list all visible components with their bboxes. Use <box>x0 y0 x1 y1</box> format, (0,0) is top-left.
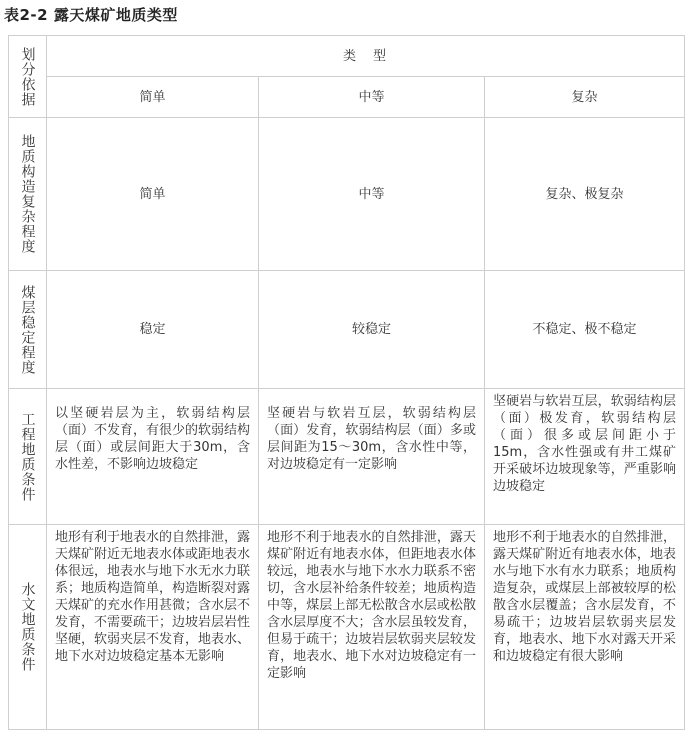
table-row <box>9 271 685 389</box>
cell-simple: 稳定 <box>47 271 259 389</box>
cell-simple <box>47 525 259 730</box>
header-row-type <box>9 36 685 77</box>
row-label-cell <box>9 389 47 525</box>
cell-text: 坚硬岩与软岩互层，软弱结构层（面）极发育，软弱结构层（面）很多或层间距小于15m，含水性强或有井工煤矿开采破坏边坡现象等，严重影响边坡稳定 <box>493 394 677 494</box>
cell-complex <box>485 525 685 730</box>
cell-complex: 复杂、极复杂 <box>485 118 685 271</box>
medium-header: 中等 <box>259 77 485 118</box>
row-label: 地质构造复杂程度 <box>19 134 36 254</box>
table-row <box>9 118 685 271</box>
cell-text: 地形不利于地表水的自然排泄，露天煤矿附近有地表水体，但距地表水体较远，地表水与地下水水力联系不密切，含水层补给条件较差；地质构造中等，煤层上部无松散含水层或松散含水层厚度不大；含水层虽较发育，但易于疏干；边坡岩层软弱夹层较发育，地表水、地下水对边坡稳定有一定影响 <box>267 530 476 681</box>
table-caption: 表2-2 露天煤矿地质类型 <box>4 6 178 24</box>
cell-text: 坚硬岩与软岩互层，软弱结构层（面）发育，软弱结构层（面）多或层间距为15～30m，含水性中等，对边坡稳定有一定影响 <box>267 406 476 472</box>
row-label: 煤层稳定程度 <box>19 284 36 375</box>
header-row-levels <box>9 77 685 118</box>
cell-text: 以坚硬岩层为主，软弱结构层（面）不发育，有很少的软弱结构层（面）或层间距大于30m，含水性差，不影响边坡稳定 <box>55 406 251 472</box>
cell-medium <box>259 525 485 730</box>
cell-text: 地形有利于地表水的自然排泄，露天煤矿附近无地表水体或距地表水体很远，地表水与地下水无水力联系；地质构造简单，构造断裂对露天煤矿的充水作用甚微；含水层不发育，不需要疏干；边坡岩层岩性坚硬，软弱夹层不发育，地表水、地下水对边坡稳定基本无影响 <box>55 530 251 664</box>
basis-header: 划分依据 <box>19 46 36 107</box>
cell-medium: 中等 <box>259 118 485 271</box>
complex-header: 复杂 <box>485 77 685 118</box>
cell-medium <box>259 389 485 525</box>
table-row <box>9 525 685 730</box>
cell-complex: 不稳定、极不稳定 <box>485 271 685 389</box>
row-label: 工程地质条件 <box>19 411 36 502</box>
row-label: 水文地质条件 <box>19 582 36 672</box>
row-label-cell <box>9 118 47 271</box>
cell-complex <box>485 389 685 525</box>
cell-simple: 简单 <box>47 118 259 271</box>
table-row <box>9 389 685 525</box>
basis-header-cell <box>9 36 47 118</box>
simple-header: 简单 <box>47 77 259 118</box>
cell-medium: 较稳定 <box>259 271 485 389</box>
geology-type-table <box>8 35 685 730</box>
cell-simple <box>47 389 259 525</box>
cell-text: 地形不利于地表水的自然排泄，露天煤矿附近有地表水体，地表水与地下水有水力联系；地质构造复杂，或煤层上部被较厚的松散含水层覆盖；含水层发育，不易疏干；边坡岩层软弱夹层发育，地表水、地下水对露天开采和边坡稳定有很大影响 <box>493 530 677 664</box>
type-header: 类 型 <box>47 36 685 77</box>
row-label-cell <box>9 525 47 730</box>
row-label-cell <box>9 271 47 389</box>
